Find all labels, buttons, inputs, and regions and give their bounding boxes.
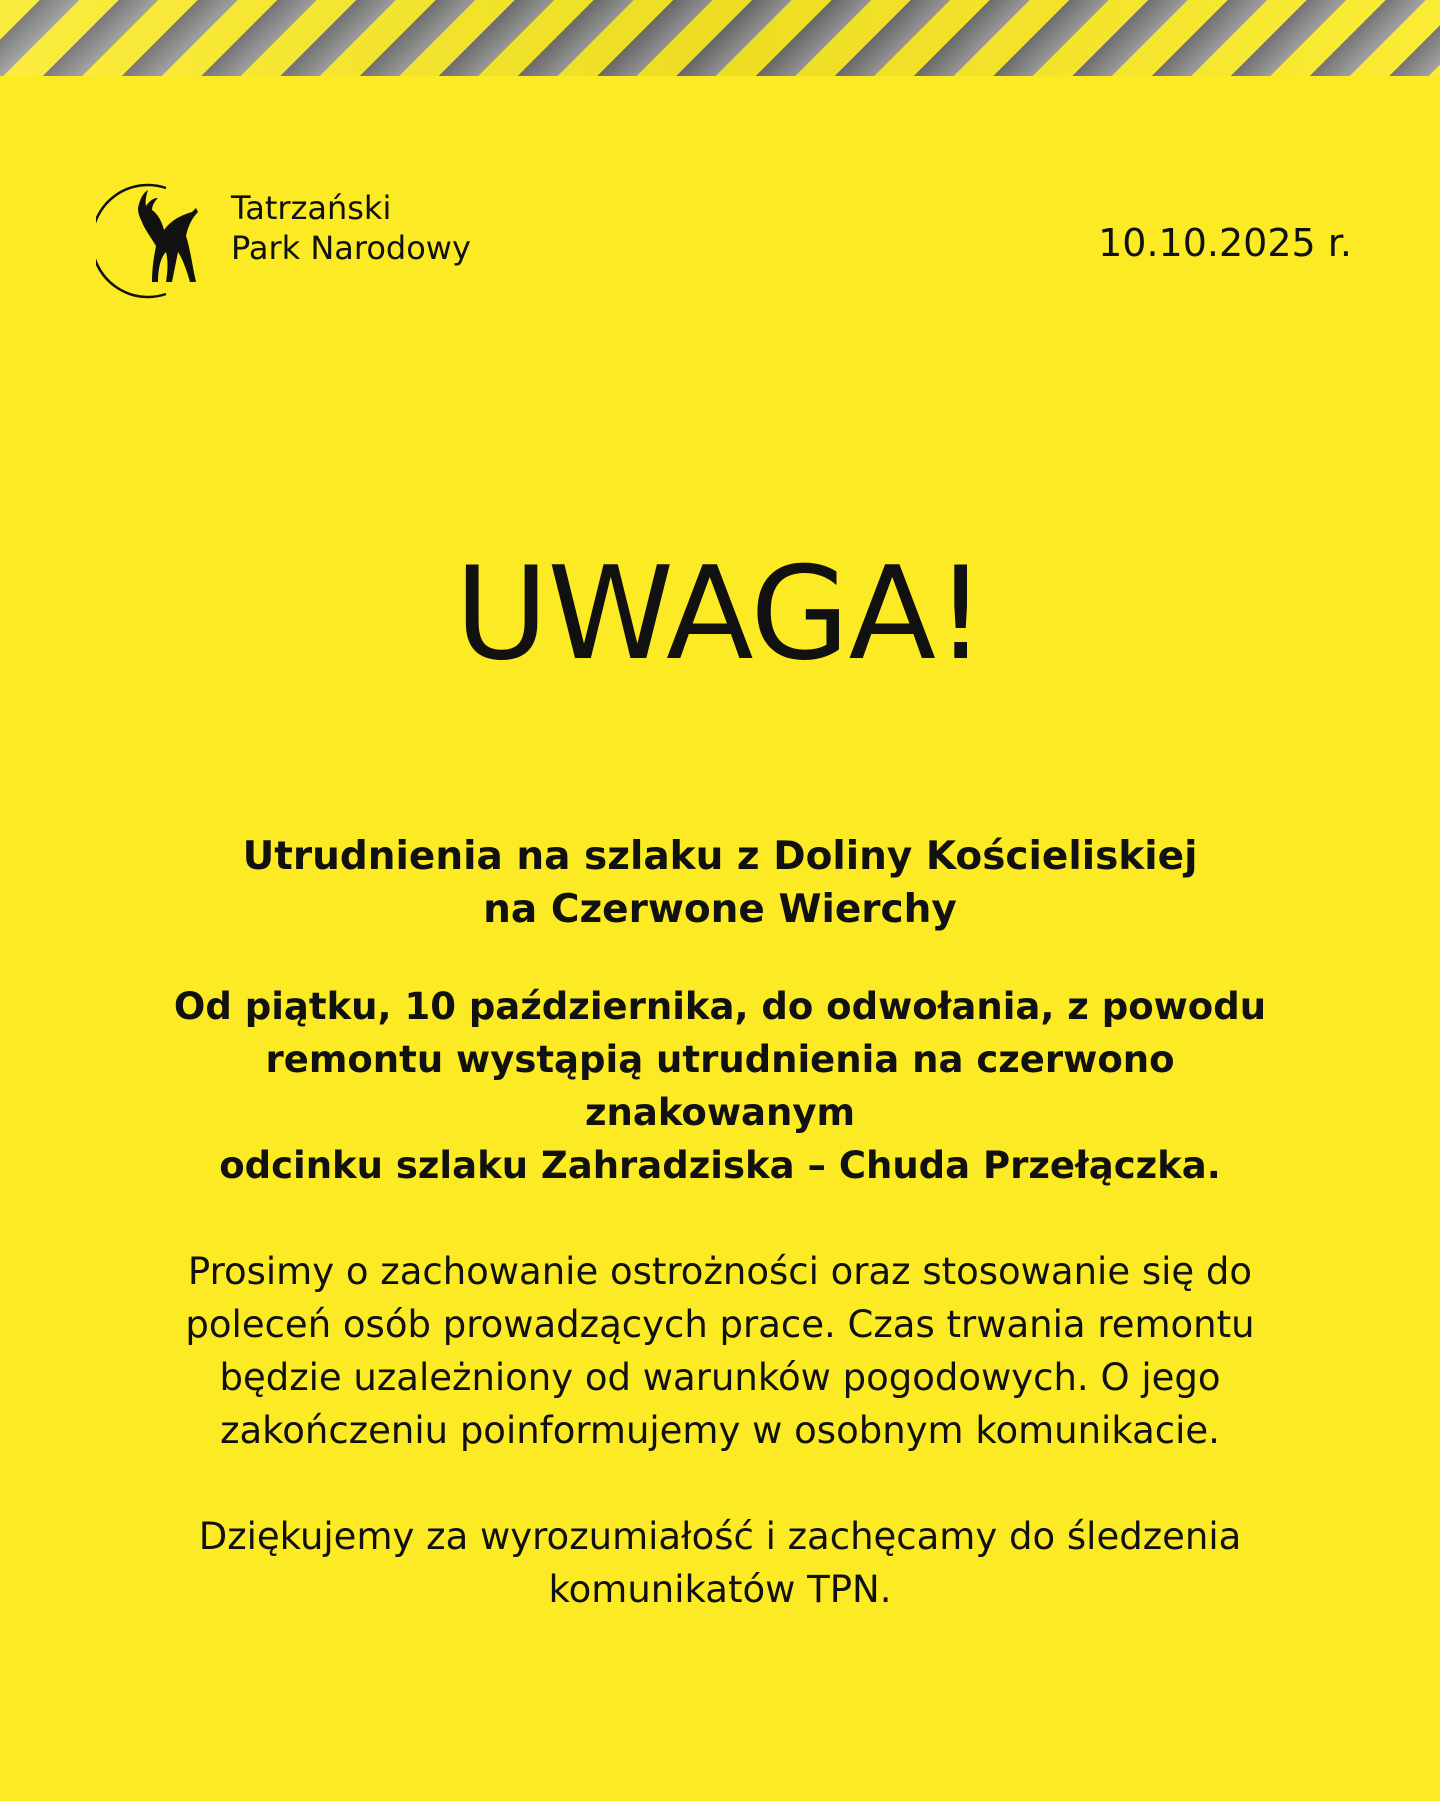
paragraph-2-line: poleceń osób prowadzących prace. Czas trwania remontu [185, 1303, 1255, 1346]
headline-warning: UWAGA! [454, 540, 986, 689]
park-logo [96, 178, 516, 300]
notice-date: 10.10.2025 r. [1098, 221, 1352, 265]
notice-paragraph-1 [140, 980, 1300, 1192]
subhead-line-1: Utrudnienia na szlaku z Doliny Kościeliskiej [242, 834, 1198, 879]
paragraph-3-line: komunikatów TPN. [548, 1568, 892, 1611]
paragraph-2-line: Prosimy o zachowanie ostrożności oraz stosowanie się do [187, 1250, 1253, 1293]
paragraph-1-line: odcinku szlaku Zahradziska – Chuda Przełączka. [219, 1144, 1221, 1187]
chamois-logo-icon [96, 178, 220, 300]
paragraph-3-line: Dziękujemy za wyrozumiałość i zachęcamy do śledzenia [198, 1515, 1242, 1558]
notice-subhead [140, 830, 1300, 936]
paragraph-2-line: będzie uzależniony od warunków pogodowych. O jego [219, 1356, 1221, 1399]
subhead-line-2: na Czerwone Wierchy [483, 887, 957, 932]
notice-paragraph-2 [140, 1245, 1300, 1457]
hazard-stripe-banner [0, 0, 1440, 76]
paragraph-2-line: zakończeniu poinformujemy w osobnym komunikacie. [220, 1409, 1220, 1452]
notice-content [140, 830, 1300, 1669]
paragraph-1-line: Od piątku, 10 października, do odwołania, z powodu [173, 985, 1267, 1028]
notice-paragraph-3 [140, 1510, 1300, 1616]
logo-line-2: Park Narodowy [231, 229, 471, 267]
paragraph-1-line: remontu wystąpią utrudnienia na czerwono znakowanym [265, 1038, 1175, 1134]
logo-line-1: Tatrzański [231, 189, 392, 227]
logo-wordmark [231, 188, 471, 268]
